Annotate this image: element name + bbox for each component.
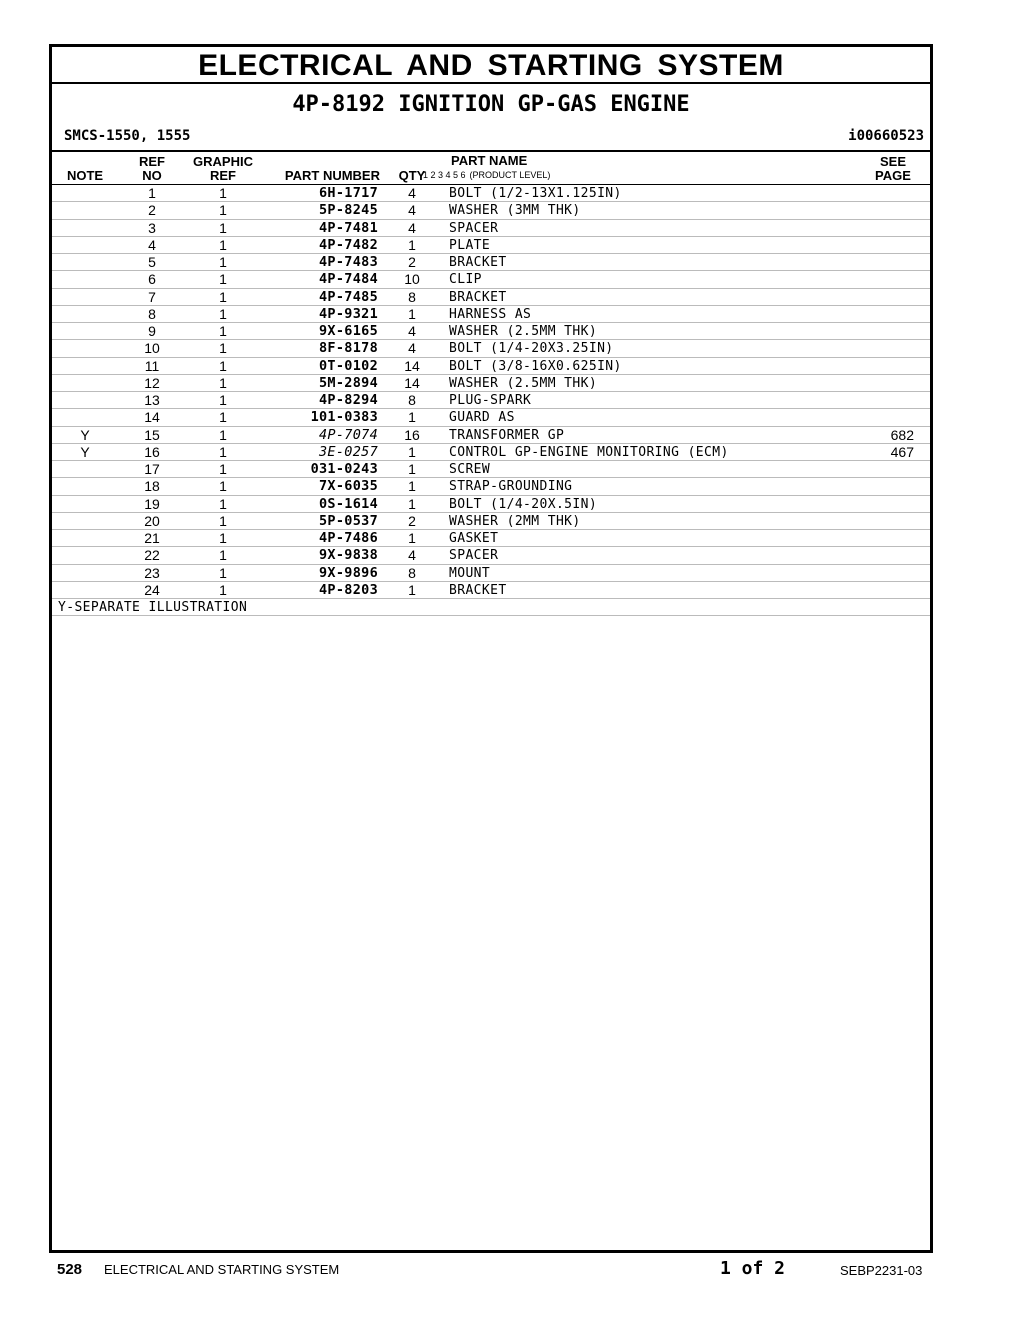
part-number-cell: 0S-1614 <box>319 495 378 512</box>
part-number-cell: 101-0383 <box>310 409 378 426</box>
ref-no-cell: 14 <box>144 409 160 426</box>
col-see-bottom: PAGE <box>875 168 911 183</box>
graphic-ref-cell: 1 <box>219 254 227 270</box>
qty-cell: 4 <box>408 202 416 219</box>
table-row <box>52 219 930 236</box>
ref-no-cell: 13 <box>144 392 160 408</box>
graphic-ref-cell: 1 <box>219 288 227 305</box>
qty-cell: 1 <box>408 409 416 426</box>
part-number-cell: 4P-9321 <box>319 305 378 322</box>
table-row <box>52 270 930 287</box>
qty-cell: 14 <box>404 357 420 374</box>
footer-section: ELECTRICAL AND STARTING SYSTEM <box>104 1262 340 1277</box>
graphic-ref-cell: 1 <box>219 478 227 495</box>
graphic-ref-cell: 1 <box>219 426 227 443</box>
graphic-ref-cell: 1 <box>219 185 227 201</box>
part-name-cell: BOLT (1/2-13X1.125IN) <box>449 186 622 201</box>
table-row <box>52 339 930 356</box>
ref-no-cell: 24 <box>144 581 160 598</box>
header-divider <box>52 150 930 152</box>
qty-cell: 4 <box>408 323 416 339</box>
part-number-cell: 4P-8294 <box>319 392 378 408</box>
col-part-name: PART NAME <box>451 153 528 168</box>
qty-cell: 8 <box>408 564 416 581</box>
part-name-cell: HARNESS AS <box>449 306 532 322</box>
footer-doc-id: SEBP2231-03 <box>840 1263 923 1278</box>
graphic-ref-cell: 1 <box>219 547 227 564</box>
ref-no-cell: 10 <box>144 340 160 357</box>
part-name-cell: GASKET <box>449 531 499 546</box>
graphic-ref-cell: 1 <box>219 512 227 529</box>
graphic-ref-cell: 1 <box>219 271 227 288</box>
ref-no-cell: 2 <box>148 202 156 219</box>
qty-cell: 1 <box>408 305 416 322</box>
graphic-ref-cell: 1 <box>219 357 227 374</box>
qty-cell: 4 <box>408 219 416 236</box>
table-end-rule <box>52 615 930 616</box>
ref-no-cell: 8 <box>148 305 156 322</box>
part-number-cell: 4P-8203 <box>319 581 378 598</box>
qty-cell: 4 <box>408 340 416 357</box>
col-see-top: SEE <box>879 154 906 169</box>
footer-page-of: 1 of 2 <box>720 1258 786 1279</box>
qty-cell: 1 <box>408 461 416 477</box>
part-number-cell: 9X-9838 <box>319 547 378 564</box>
part-number-cell: 4P-7481 <box>319 219 378 236</box>
see-page-cell: 467 <box>890 443 914 460</box>
graphic-ref-cell: 1 <box>219 461 227 477</box>
table-row <box>52 512 930 529</box>
col-ref-bottom: NO <box>142 168 162 183</box>
table-row <box>52 564 930 581</box>
ref-no-cell: 7 <box>148 288 156 305</box>
table-row <box>52 408 930 425</box>
qty-cell: 2 <box>408 512 416 529</box>
graphic-ref-cell: 1 <box>219 392 227 408</box>
table-row <box>52 374 930 391</box>
ref-no-cell: 19 <box>144 495 160 512</box>
ref-no-cell: 17 <box>144 461 160 477</box>
footer-page-number: 528 <box>57 1261 83 1278</box>
part-name-cell: PLATE <box>449 237 491 253</box>
graphic-ref-cell: 1 <box>219 443 227 460</box>
page-title: ELECTRICAL AND STARTING SYSTEM <box>52 47 930 84</box>
footnote: Y-SEPARATE ILLUSTRATION <box>58 600 248 615</box>
part-name-cell: GUARD AS <box>449 410 515 426</box>
ref-no-cell: 22 <box>144 547 160 564</box>
graphic-ref-cell: 1 <box>219 219 227 236</box>
part-number-cell: 031-0243 <box>310 461 378 477</box>
ref-no-cell: 18 <box>144 478 160 495</box>
graphic-ref-cell: 1 <box>219 495 227 512</box>
ref-no-cell: 6 <box>148 271 156 288</box>
col-part-number: PART NUMBER <box>284 168 380 183</box>
graphic-ref-cell: 1 <box>219 564 227 581</box>
qty-cell: 4 <box>408 547 416 564</box>
table-row <box>52 322 930 339</box>
part-name-cell: WASHER (2MM THK) <box>449 513 581 529</box>
ref-no-cell: 5 <box>148 254 156 270</box>
group-title: 4P-8192 IGNITION GP-GAS ENGINE <box>292 92 690 117</box>
part-name-cell: SPACER <box>449 220 499 236</box>
graphic-ref-cell: 1 <box>219 581 227 598</box>
part-number-cell: 6H-1717 <box>319 185 378 201</box>
qty-cell: 2 <box>408 254 416 270</box>
part-name-cell: CLIP <box>449 272 482 288</box>
part-name-cell: MOUNT <box>449 565 491 581</box>
qty-cell: 1 <box>408 581 416 598</box>
ref-no-cell: 4 <box>148 236 156 253</box>
part-number-cell: 9X-6165 <box>319 323 378 339</box>
graphic-ref-cell: 1 <box>219 305 227 322</box>
qty-cell: 1 <box>408 478 416 495</box>
part-name-cell: BOLT (3/8-16X0.625IN) <box>449 358 622 374</box>
graphic-ref-cell: 1 <box>219 323 227 339</box>
table-row <box>52 426 930 443</box>
smcs-code: SMCS-1550, 1555 <box>64 128 191 144</box>
col-note: NOTE <box>66 168 104 183</box>
part-name-cell: SCREW <box>449 462 491 477</box>
page-footer <box>0 1258 1020 1284</box>
qty-cell: 14 <box>404 374 420 391</box>
part-name-cell: BRACKET <box>449 255 507 270</box>
graphic-ref-cell: 1 <box>219 202 227 219</box>
table-row <box>52 546 930 563</box>
part-number-cell: 5P-0537 <box>319 512 378 529</box>
table-row <box>52 357 930 374</box>
ref-no-cell: 21 <box>144 530 160 546</box>
ref-no-cell: 1 <box>148 185 156 201</box>
qty-cell: 1 <box>408 530 416 546</box>
part-name-cell: BOLT (1/4-20X.5IN) <box>449 496 598 512</box>
graphic-ref-cell: 1 <box>219 340 227 357</box>
part-number-cell: 0T-0102 <box>319 357 378 374</box>
col-qty: QTY <box>398 168 426 183</box>
part-number-cell: 8F-8178 <box>319 340 378 357</box>
part-name-cell: BRACKET <box>449 582 507 598</box>
ref-no-cell: 23 <box>144 564 160 581</box>
table-row <box>52 236 930 253</box>
see-page-cell: 682 <box>890 426 914 443</box>
graphic-ref-cell: 1 <box>219 409 227 426</box>
table-row <box>52 581 930 598</box>
graphic-ref-cell: 1 <box>219 530 227 546</box>
part-number-cell: 7X-6035 <box>319 478 378 495</box>
qty-cell: 8 <box>408 392 416 408</box>
table-row <box>52 201 930 218</box>
part-number-cell: 4P-7485 <box>319 288 378 305</box>
illustration-id: i00660523 <box>848 128 924 144</box>
table-row <box>52 305 930 322</box>
part-name-cell: TRANSFORMER GP <box>449 427 565 443</box>
part-name-cell: SPACER <box>449 548 499 564</box>
part-name-cell: BOLT (1/4-20X3.25IN) <box>449 341 614 357</box>
part-number-cell: 4P-7484 <box>319 271 378 288</box>
footnote-row <box>52 598 930 615</box>
ref-no-cell: 12 <box>144 374 160 391</box>
table-row <box>52 391 930 408</box>
ref-no-cell: 3 <box>148 219 156 236</box>
table-row <box>52 477 930 494</box>
part-name-cell: WASHER (3MM THK) <box>449 203 581 219</box>
table-row <box>52 460 930 477</box>
qty-cell: 16 <box>404 426 420 443</box>
table-row <box>52 184 930 201</box>
part-name-cell: CONTROL GP-ENGINE MONITORING (ECM) <box>449 444 729 460</box>
product-levels <box>423 170 550 180</box>
note-cell: Y <box>80 443 90 460</box>
part-name-cell: BRACKET <box>449 289 507 305</box>
ref-no-cell: 11 <box>144 357 160 374</box>
table-row <box>52 495 930 512</box>
col-graphic-top: GRAPHIC <box>193 154 253 169</box>
table-row <box>52 288 930 305</box>
part-number-cell: 4P-7482 <box>319 236 378 253</box>
part-number-cell: 4P-7486 <box>319 530 378 546</box>
qty-cell: 10 <box>404 271 420 288</box>
table-row <box>52 529 930 546</box>
product-level-numbers: 1 2 3 4 5 6 <box>423 170 466 180</box>
part-number-cell: 3E-0257 <box>319 443 378 460</box>
part-number-cell: 4P-7074 <box>319 426 378 443</box>
qty-cell: 1 <box>408 236 416 253</box>
note-cell: Y <box>80 426 90 443</box>
part-name-cell: WASHER (2.5MM THK) <box>449 375 598 391</box>
part-name-cell: WASHER (2.5MM THK) <box>449 324 598 339</box>
graphic-ref-cell: 1 <box>219 374 227 391</box>
part-number-cell: 4P-7483 <box>319 254 378 270</box>
ref-no-cell: 15 <box>144 426 160 443</box>
ref-no-cell: 20 <box>144 512 160 529</box>
qty-cell: 1 <box>408 495 416 512</box>
part-number-cell: 5P-8245 <box>319 202 378 219</box>
qty-cell: 8 <box>408 288 416 305</box>
parts-table <box>52 184 930 616</box>
part-name-cell: STRAP-GROUNDING <box>449 479 573 495</box>
product-level-label: (PRODUCT LEVEL) <box>469 170 551 180</box>
qty-cell: 4 <box>408 185 416 201</box>
col-ref-top: REF <box>139 154 165 169</box>
part-number-cell: 5M-2894 <box>319 374 378 391</box>
part-name-cell: PLUG-SPARK <box>449 393 532 408</box>
ref-no-cell: 9 <box>148 323 156 339</box>
parts-list-frame <box>49 44 933 1253</box>
graphic-ref-cell: 1 <box>219 236 227 253</box>
qty-cell: 1 <box>408 443 416 460</box>
table-row <box>52 253 930 270</box>
col-graphic-bottom: REF <box>210 168 236 183</box>
ref-no-cell: 16 <box>144 443 160 460</box>
part-number-cell: 9X-9896 <box>319 564 378 581</box>
table-row <box>52 443 930 460</box>
